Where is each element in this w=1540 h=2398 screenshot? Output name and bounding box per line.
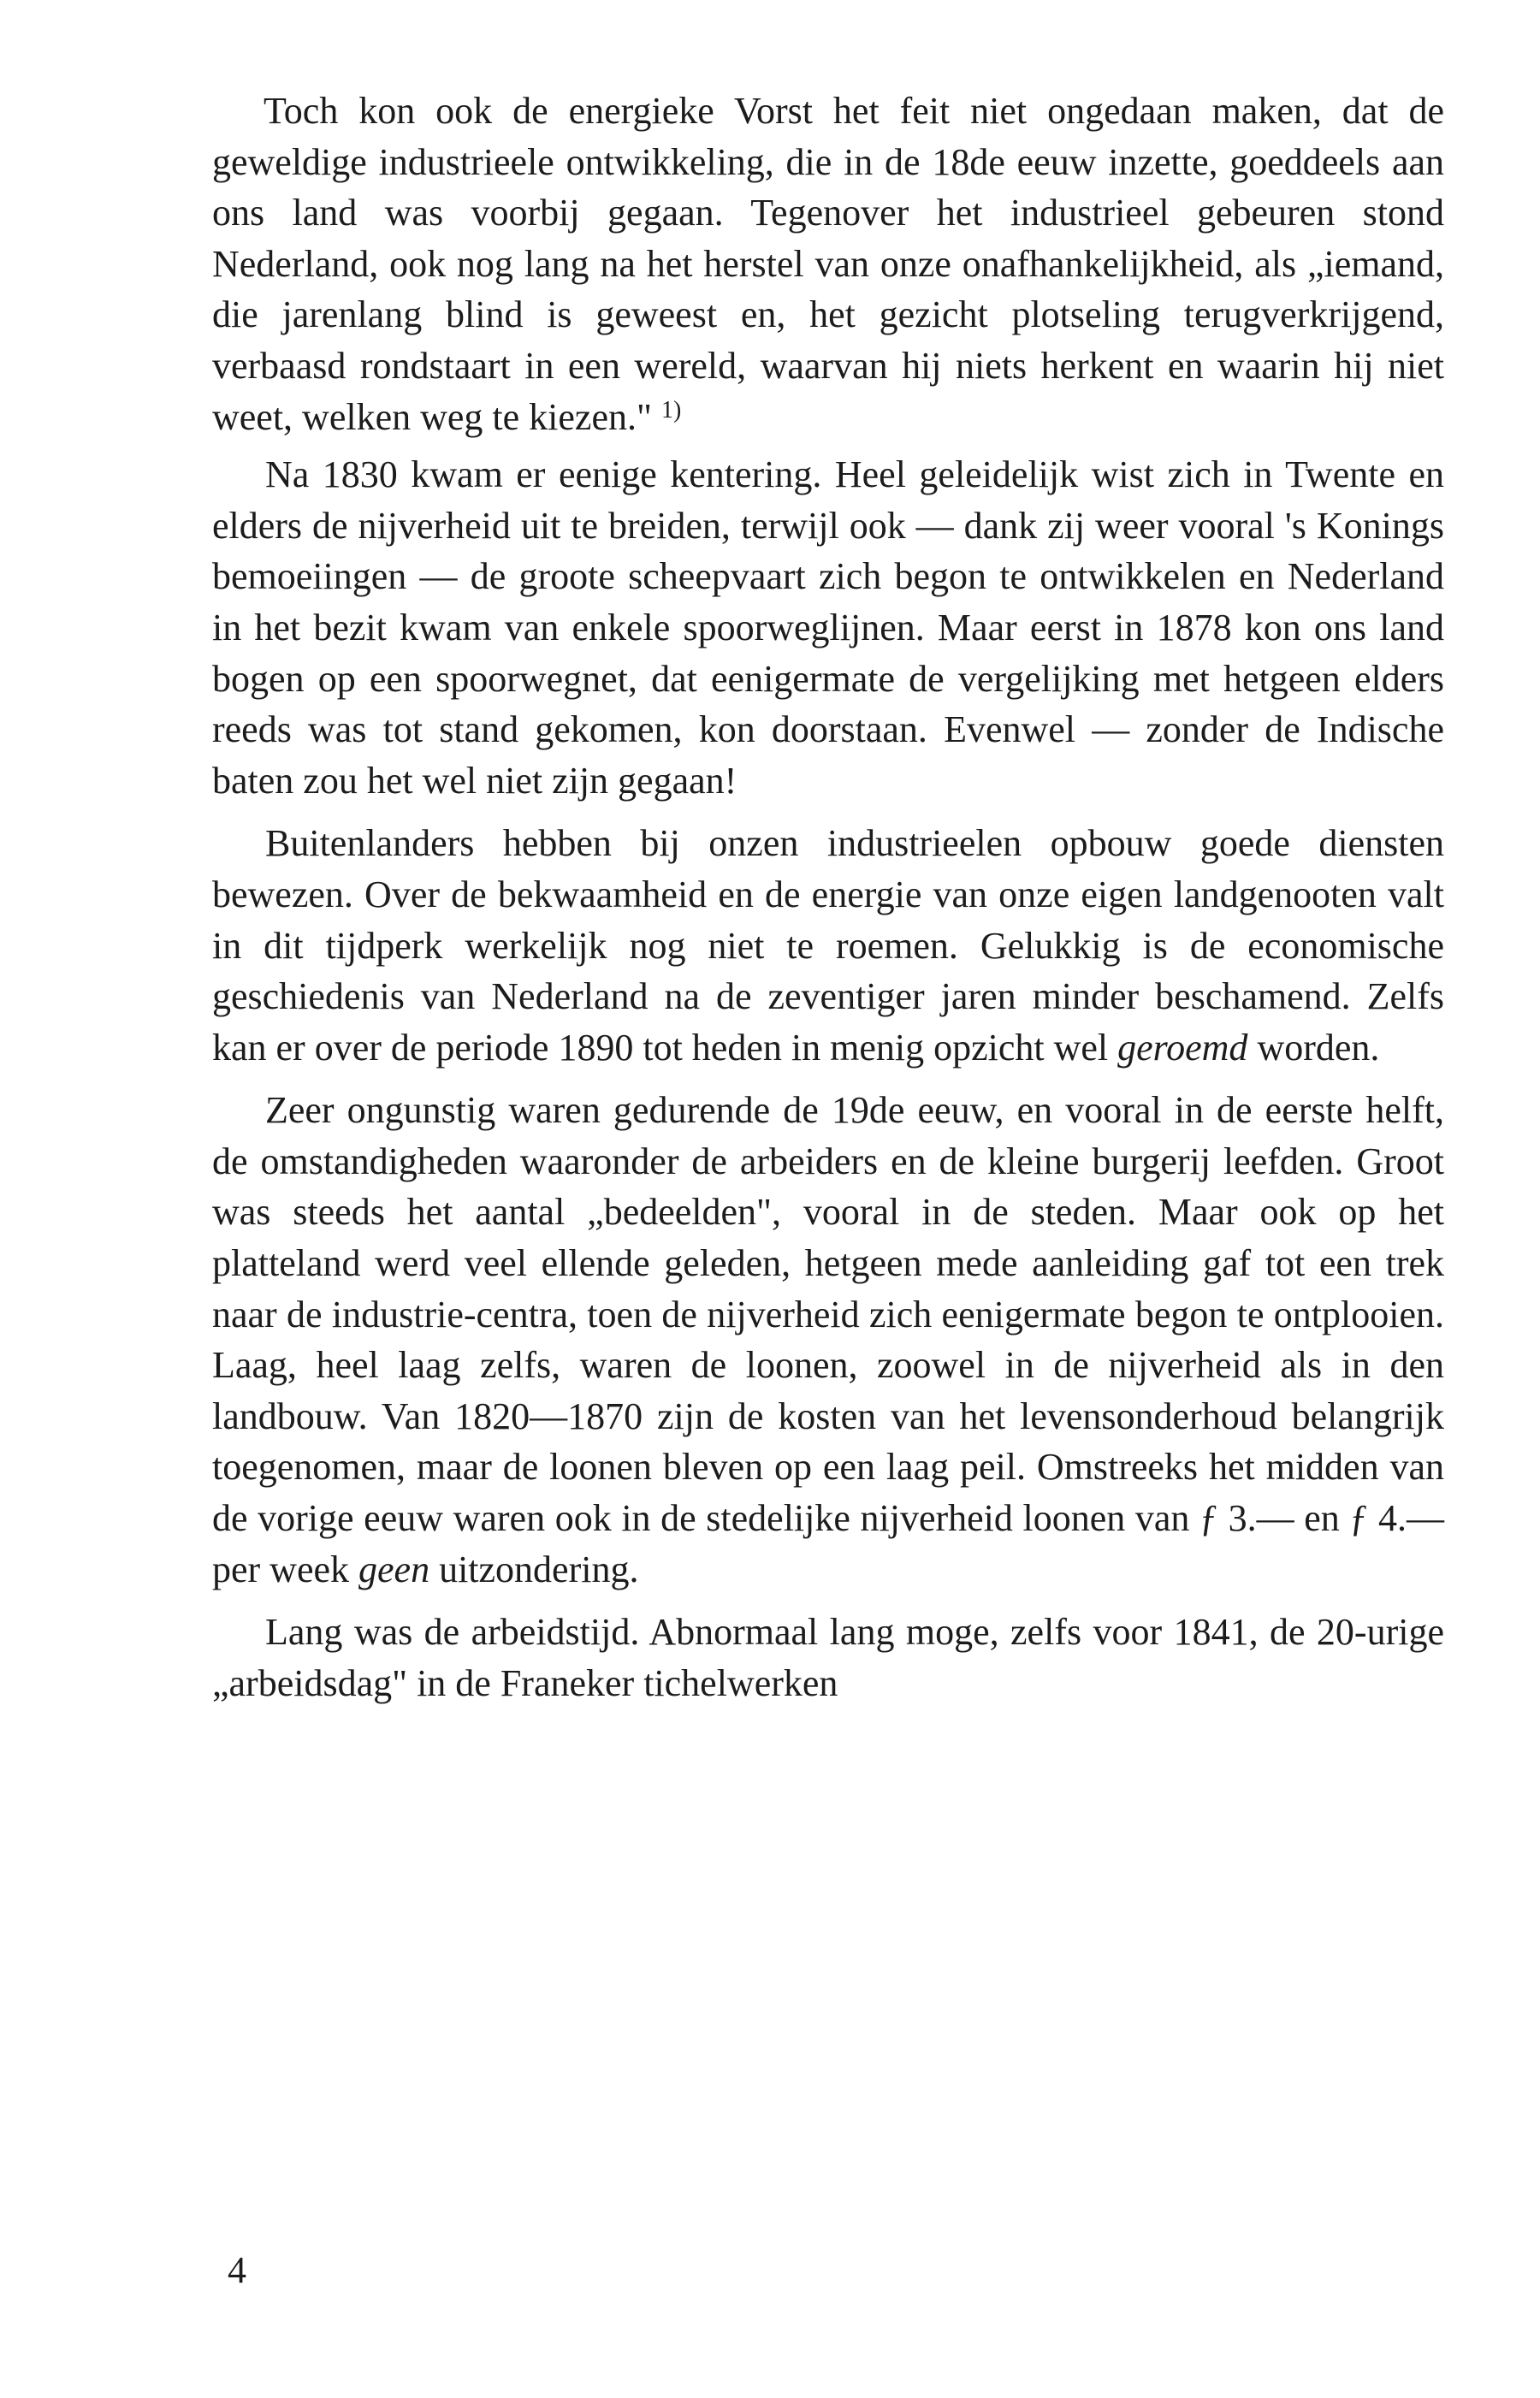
paragraph-text: Lang was de arbeidstijd. Abnormaal lang moge, zelfs voor 1841, de 20-urige „arbeidsdag" in de Franeker tichelwerken (212, 1611, 1444, 1704)
emphasis-text: geroemd (1117, 1026, 1248, 1069)
paragraph-after-1830 (212, 449, 1444, 806)
paragraph-foreigners (212, 818, 1444, 1073)
paragraph-text: Toch kon ook de energieke Vorst het feit niet ongedaan maken, dat de geweldige industrieele ontwikkeling, die in de 18de eeuw inzette, goeddeels aan ons land was voorbij gegaan. Tegenover het industrieel gebeuren stond Nederland, ook nog lang na het herstel van onze onafhankelijkheid, als „iemand, die jarenlang blind is geweest en, het gezicht plotseling terugverkrijgend, verbaasd rondstaart in een wereld, waarvan hij niets herkent en waarin hij niet weet, welken weg te kiezen." (212, 90, 1444, 438)
paragraph-text: Na 1830 kwam er eenige kentering. Heel geleidelijk wist zich in Twente en elders de nijverheid uit te breiden, terwijl ook — dank zij weer vooral 's Konings bemoeiingen — de groote scheepvaart zich begon te ontwikkelen en Nederland in het bezit kwam van enkele spoorweglijnen. Maar eerst in 1878 kon ons land bogen op een spoorwegnet, dat eenigermate de vergelijking met hetgeen elders reeds was tot stand gekomen, kon doorstaan. Evenwel — zonder de Indische baten zou het wel niet zijn gegaan! (212, 453, 1444, 802)
page-number: 4 (228, 2249, 246, 2291)
emphasis-text: geen (358, 1548, 430, 1590)
paragraph-industrial-delay (212, 86, 1444, 442)
body-text (212, 86, 1444, 1708)
paragraph-text: Buitenlanders hebben bij onzen industrieelen opbouw goede diensten bewezen. Over de bekwaamheid en de energie van onze eigen landgenooten valt in dit tijdperk werkelijk nog niet te roemen. Gelukkig is de economische geschiedenis van Nederland na de zeventiger jaren minder beschamend. Zelfs kan er over de periode 1890 tot heden in menig opzicht wel (212, 822, 1444, 1069)
paragraph-working-hours (212, 1607, 1444, 1708)
paragraph-text: uitzondering. (429, 1548, 639, 1590)
footnote-reference: 1) (660, 396, 682, 423)
paragraph-living-conditions (212, 1085, 1444, 1595)
paragraph-text: worden. (1247, 1026, 1380, 1069)
paragraph-text: Zeer ongunstig waren gedurende de 19de eeuw, en vooral in de eerste helft, de omstandigheden waaronder de arbeiders en de kleine burgerij leefden. Groot was steeds het aantal „bedeelden", vooral in de steden. Maar ook op het platteland werd veel ellende geleden, hetgeen mede aanleiding gaf tot een trek naar de industrie-centra, toen de nijverheid zich eenigermate begon te ontplooien. Laag, heel laag zelfs, waren de loonen, zoowel in de nijverheid als in den landbouw. Van 1820—1870 zijn de kosten van het levensonderhoud belangrijk toegenomen, maar de loonen bleven op een laag peil. Omstreeks het midden van de vorige eeuw waren ook in de stedelijke nijverheid loonen van ƒ 3.— en ƒ 4.— per week (212, 1089, 1444, 1590)
